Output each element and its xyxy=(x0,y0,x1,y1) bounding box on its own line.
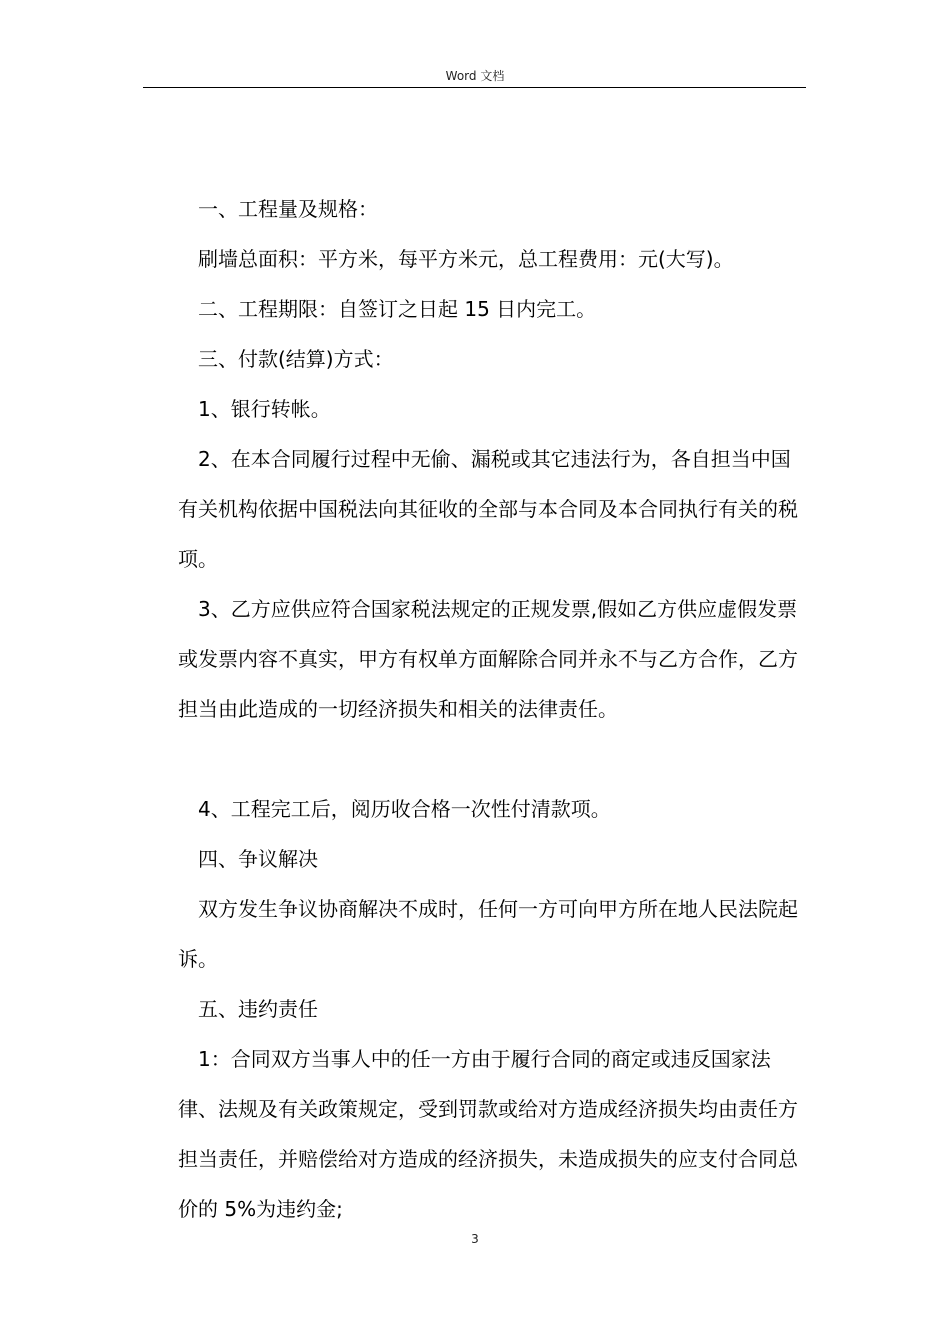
paragraph-area-cost: 刷墙总面积：平方米，每平方米元，总工程费用：元(大写)。 xyxy=(198,247,734,271)
section-heading-scope: 一、工程量及规格： xyxy=(198,197,378,221)
document-body xyxy=(178,184,808,1234)
payment-item-2: 2、在本合同履行过程中无偷、漏税或其它违法行为，各自担当中国有关机构依据中国税法向其征收的全部与本合同及本合同执行有关的税项。 xyxy=(178,447,798,571)
page-number: 3 xyxy=(471,1232,479,1246)
liability-item-1: 1：合同双方当事人中的任一方由于履行合同的商定或违反国家法律、法规及有关政策规定，受到罚款或给对方造成经济损失均由责任方担当责任，并赔偿给对方造成的经济损失，未造成损失的应支付合同总价的 5%为违约金; xyxy=(178,1047,798,1221)
header-divider xyxy=(143,87,806,88)
paragraph-dispute: 双方发生争议协商解决不成时，任何一方可向甲方所在地人民法院起诉。 xyxy=(178,897,798,971)
section-heading-liability: 五、违约责任 xyxy=(198,997,318,1021)
paragraph-gap xyxy=(178,734,808,784)
payment-item-3: 3、乙方应供应符合国家税法规定的正规发票,假如乙方供应虚假发票或发票内容不真实，甲方有权单方面解除合同并永不与乙方合作，乙方担当由此造成的一切经济损失和相关的法律责任。 xyxy=(178,597,798,721)
section-heading-dispute: 四、争议解决 xyxy=(198,847,318,871)
payment-item-4: 4、工程完工后，阅历收合格一次性付清款项。 xyxy=(198,797,611,821)
payment-item-1: 1、银行转帐。 xyxy=(198,397,331,421)
header-title: Word 文档 xyxy=(445,69,505,83)
section-heading-payment: 三、付款(结算)方式： xyxy=(198,347,394,371)
section-heading-period: 二、工程期限：自签订之日起 15 日内完工。 xyxy=(198,297,597,321)
